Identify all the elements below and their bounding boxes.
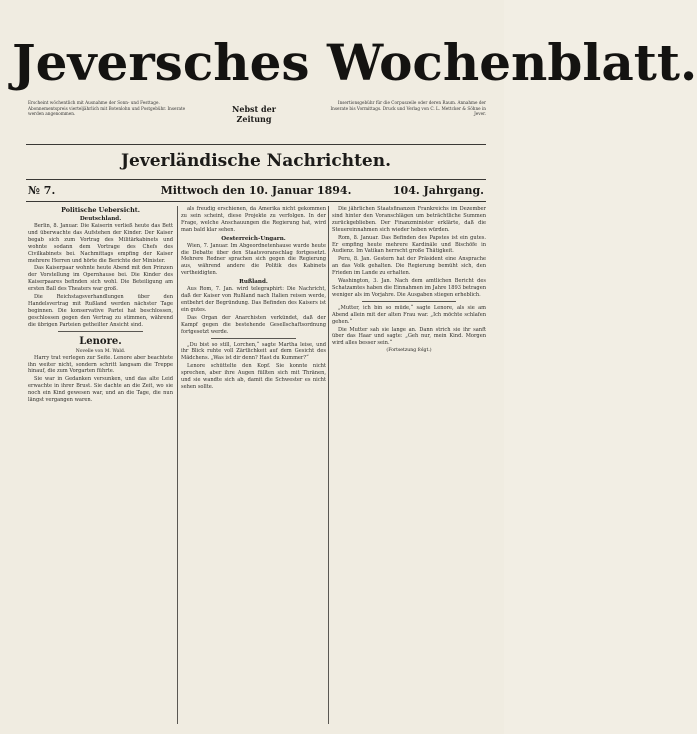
section-subheading: Oesterreich-Ungarn. <box>221 235 286 242</box>
article-paragraph: Die Mutter sah sie lange an. Dann strich sie ihr sanft über das Haar und sagte: „Geh nur, mein Kind. Morgen wird alles besser sein.“ <box>332 326 486 347</box>
article-paragraph: Harry trat verlegen zur Seite. Lenore aber beachtete ihn weiter nicht, sondern schritt langsam die Treppe hinauf, die zum Vorgarten führte. <box>28 354 173 375</box>
article-paragraph: Rom, 8. Januar. Das Befinden des Papstes ist ein gutes. Er empfing heute mehrere Kardinäle und Bischöfe in Audienz. Im Vatikan herrscht große Thätigkeit. <box>332 234 486 255</box>
advertising-info: Insertionsgebühr für die Corpuszeile oder deren Raum. Annahme der Inserate bis Vormittags. Druck und Verlag von C. L. Mettcker & Söhne in Jever. <box>330 100 486 117</box>
column-3 <box>332 206 486 730</box>
article-paragraph: Berlin, 8. Januar. Die Kaiserin verließ heute das Bett und überwachte das Aufstehen der Kinder. Der Kaiser begab sich zum Vortrag des Militärkabinets und wohnte sodann dem Vortrage des Chefs des Civilkabinets bei. Nachmittags empfing der Kaiser mehrere Herren und hörte die Berichte der Minister. <box>28 223 173 264</box>
serial-byline: Novelle von M. Wald. <box>75 348 126 354</box>
divider <box>362 301 456 302</box>
article-paragraph: Die Reichstagsverhandlungen über den Handelsvertrag mit Rußland werden nächster Tage beginnen. Die konservative Partei hat beschlossen, geschlossen gegen den Vertrag zu stimmen, während die übrigen Parteien getheilter Ansicht sind. <box>28 294 173 328</box>
divider <box>26 201 486 202</box>
divider <box>58 331 143 332</box>
article-paragraph: Wien, 7. Januar. Im Abgeordnetenhause wurde heute die Debatte über den Staatsvoranschlag fortgesetzt. Mehrere Redner sprachen sich gegen die Regierung aus, während andere die Politik des Kabinets vertheidigten. <box>181 242 326 277</box>
issue-number: № 7. <box>28 184 56 197</box>
article-paragraph: Die jährlichen Staatsfinanzen Frankreichs im Dezember sind hinter den Voranschlägen um beträchtliche Summen zurückgeblieben. Der Finanzminister erklärte, daß die Steuereinnahmen sich wieder heben würden. <box>332 206 486 233</box>
section-subheading: Rußland. <box>239 279 268 286</box>
masthead-title: Jeversches Wochenblatt. <box>12 33 697 92</box>
article-paragraph: „Mutter, ich bin so müde,“ sagte Lenore, als sie am Abend allein mit der alten Frau war. „Ich möchte schlafen gehen.“ <box>332 304 486 325</box>
article-paragraph: Das Organ der Anarchisten verkündet, daß der Kampf gegen die bestehende Gesellschaftsordnung fortgesetzt werde. <box>181 314 326 335</box>
column-1 <box>28 206 173 730</box>
divider <box>26 179 486 180</box>
serial-title: Lenore. <box>79 335 122 347</box>
column-divider <box>177 206 178 724</box>
volume-number: 104. Jahrgang. <box>392 184 484 197</box>
dateline <box>26 183 486 199</box>
continued-note: (Fortsetzung folgt.) <box>386 348 432 354</box>
section-heading: Politische Uebersicht. <box>61 206 140 214</box>
article-paragraph: Das Kaiserpaar wohnte heute Abend mit den Prinzen der Vorstellung im Opernhause bei. Die Kinder des Kaiserpaares befinden sich wohl. Die Beteiligung am ersten Ball des Theaters war groß. <box>28 265 173 293</box>
article-paragraph: „Du bist so still, Lorchen,“ sagte Martha leise, und ihr Blick ruhte voll Zärtlichkeit auf dem Gesicht des Mädchens. „Was ist dir denn? Hast du Kummer?“ <box>181 341 326 362</box>
issue-date: Mittwoch den 10. Januar 1894. <box>160 184 352 197</box>
supplement-note: Nebst der Zeitung <box>232 104 276 124</box>
subtitle: Jeverländische Nachrichten. <box>120 151 392 171</box>
column-divider <box>328 206 329 724</box>
divider <box>26 144 486 145</box>
article-paragraph: Lenore schüttelte den Kopf. Sie konnte nicht sprechen, aber ihre Augen füllten sich mit Thränen, und sie wandte sich ab, damit die Schwester es nicht sehen sollte. <box>181 363 326 390</box>
article-paragraph: Washington, 3. Jan. Nach dem amtlichen Bericht des Schatzamtes haben die Einnahmen im Jahre 1893 betragen weniger als im Vorjahre. Die Ausgaben stiegen erheblich. <box>332 278 486 298</box>
article-paragraph: Sie war in Gedanken versunken, und das alte Leid erwachte in ihrer Brust. Sie dachte an die Zeit, wo sie noch ein Kind gewesen war, und an die Tage, die nun längst vergangen waren. <box>28 376 173 404</box>
subscription-info: Erscheint wöchentlich mit Ausnahme der Sonn- und Festtage. Abonnementspreis vierteljährlich mit Botenlohn und Postgebühr. Inserate werden angenommen. <box>28 100 186 117</box>
divider <box>211 338 296 339</box>
article-paragraph: als freudig erschienen, da Amerika nicht gekommen zu sein scheint, diese Projekte zu verfolgen. In der Frage, welche Anschauungen die Regierung hat, wird man bald klar sehen. <box>181 206 326 233</box>
article-paragraph: Aus Rom, 7. Jan. wird telegraphirt: Die Nachricht, daß der Kaiser von Rußland nach Italien reisen werde, entbehrt der Begründung. Das Befinden des Kaisers ist ein gutes. <box>181 286 326 313</box>
column-2 <box>181 206 326 730</box>
section-subheading: Deutschland. <box>79 216 122 222</box>
article-paragraph: Peru, 8. Jan. Gestern hat der Präsident eine Ansprache an das Volk gehalten. Die Regierung bemüht sich, den Frieden im Lande zu erhalten. <box>332 256 486 277</box>
